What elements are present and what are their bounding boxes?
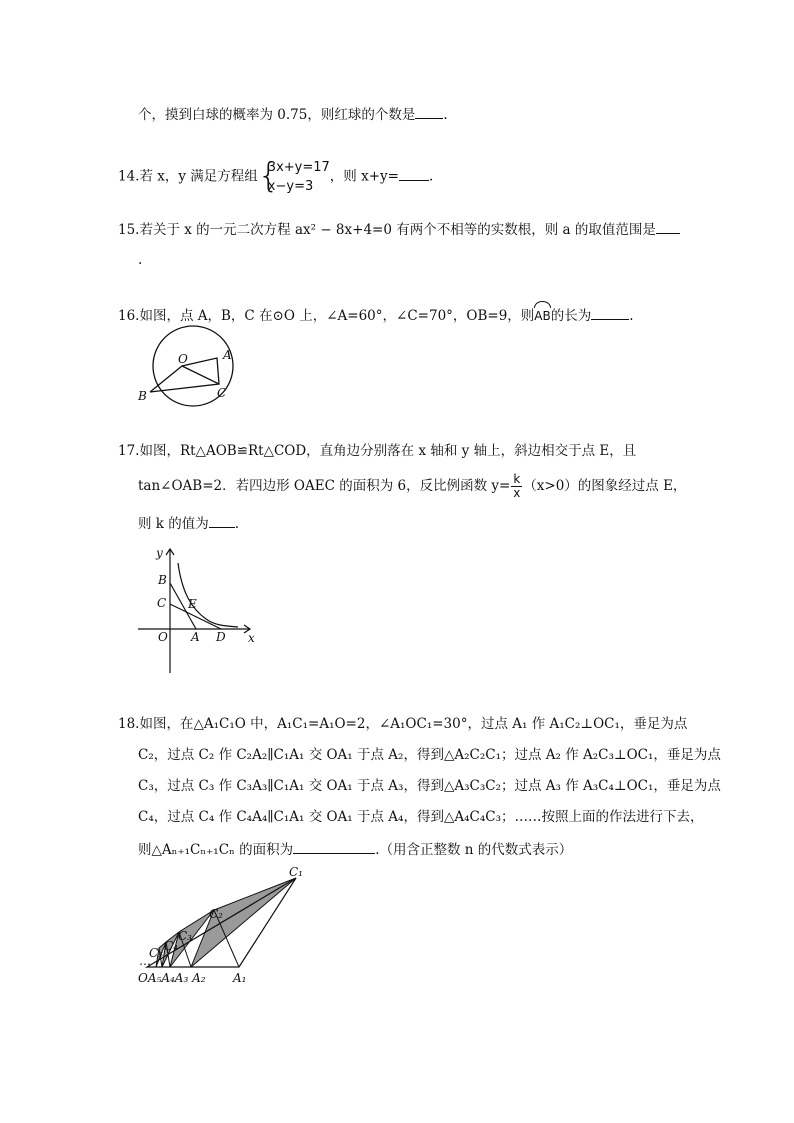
- q18-triangle-figure: [135, 862, 315, 987]
- q16-pre: 16.如图，点 A，B，C 在⊙O 上，∠A=60°，∠C=70°，OB=9，则: [118, 308, 535, 324]
- q18-label-dots: …: [139, 954, 151, 968]
- q14-end: .: [428, 168, 434, 185]
- q16-circle-figure: [135, 328, 245, 408]
- q17-line3: [138, 513, 239, 534]
- q16-label-c: C: [217, 386, 227, 400]
- q18-answer-blank[interactable]: [293, 839, 375, 854]
- q15-line2: .: [138, 252, 143, 268]
- q17-label-o: O: [158, 630, 168, 644]
- q17-line3-text: 则 k 的值为: [138, 516, 209, 532]
- q17-fraction: [511, 473, 522, 500]
- q18-label-a1: A₁: [233, 971, 247, 985]
- q17-coordinate-figure: [138, 545, 268, 675]
- q14-pre: 14.若 x，y 满足方程组: [118, 168, 258, 185]
- q16-arc-ab: AB: [534, 306, 550, 326]
- q18-label-c4: C₄: [164, 939, 178, 953]
- q18-label-bottom: OA₅A₄A₃ A₂: [138, 971, 206, 985]
- q18-label-c1: C₁: [289, 865, 303, 879]
- q18-line5: [138, 839, 572, 860]
- q17-line2-post: （x>0）的图象经过点 E，: [523, 478, 687, 494]
- q13-tail: [138, 104, 448, 125]
- q15-answer-blank[interactable]: [656, 219, 680, 234]
- q17-answer-blank[interactable]: [209, 513, 235, 528]
- q14-equation-system: { 3x+y=17 x−y=3: [257, 156, 330, 196]
- q17-label-c: C: [157, 596, 167, 610]
- q16-label-o: O: [178, 352, 188, 366]
- q18-label-c2: C₂: [209, 907, 223, 921]
- q18-label-c3: C₃: [178, 929, 192, 943]
- q14-answer-blank[interactable]: [399, 166, 429, 181]
- q17-line1: 17.如图，Rt△AOB≌Rt△COD，直角边分别落在 x 轴和 y 轴上，斜边相交于点 E，且: [118, 443, 637, 459]
- q14-post: ，则 x+y=: [329, 168, 399, 185]
- q16-post: 的长为: [550, 308, 592, 324]
- q18-line5-post: .（用含正整数 n 的代数式表示）: [375, 842, 573, 858]
- q17-label-a: A: [191, 630, 200, 644]
- q14-eq1: 3x+y=17: [267, 160, 330, 175]
- q17-line2: [138, 473, 686, 500]
- q13-answer-blank[interactable]: [415, 104, 443, 119]
- q18-line2: C₂，过点 C₂ 作 C₂A₂∥C₁A₁ 交 OA₁ 于点 A₂，得到△A₂C₂C₁；过点 A₂ 作 A₂C₃⊥OC₁，垂足为点: [138, 747, 721, 763]
- q14-eq2: x−y=3: [267, 179, 314, 194]
- q15: [118, 219, 680, 240]
- q16: [118, 305, 634, 326]
- q17-line2-pre: tan∠OAB=2．若四边形 OAEC 的面积为 6，反比例函数 y=: [138, 478, 511, 494]
- q16-end: .: [629, 308, 634, 324]
- q18-line1: 18.如图，在△A₁C₁O 中，A₁C₁=A₁O=2，∠A₁OC₁=30°，过点 A₁ 作 A₁C₂⊥OC₁，垂足为点: [118, 716, 688, 732]
- q18-line3: C₃，过点 C₃ 作 C₃A₃∥C₁A₁ 交 OA₁ 于点 A₃，得到△A₃C₃C₂；过点 A₃ 作 A₃C₄⊥OC₁，垂足为点: [138, 778, 721, 794]
- q16-label-a: A: [223, 348, 232, 362]
- q16-answer-blank[interactable]: [591, 305, 629, 320]
- q17-label-e: E: [188, 597, 197, 611]
- q13-end: .: [443, 107, 448, 123]
- q17-label-x: x: [248, 631, 255, 645]
- q14: [118, 158, 433, 196]
- q18-line4: C₄，过点 C₄ 作 C₄A₄∥C₁A₁ 交 OA₁ 于点 A₄，得到△A₄C₄C₃；……按照上面的作法进行下去，: [138, 809, 704, 825]
- q17-label-y: y: [156, 546, 163, 560]
- q13-text: 个，摸到白球的概率为 0.75，则红球的个数是: [138, 107, 416, 123]
- q17-frac-num: k: [513, 472, 521, 486]
- q18-line5-pre: 则△Aₙ₊₁Cₙ₊₁Cₙ 的面积为: [138, 842, 294, 858]
- q15-text: 15.若关于 x 的一元二次方程 ax² − 8x+4=0 有两个不相等的实数根，则 a 的取值范围是: [118, 222, 656, 238]
- q16-label-b: B: [138, 389, 147, 403]
- q17-label-b: B: [158, 573, 167, 587]
- q18-label-c5: C₅: [149, 946, 163, 960]
- q17-label-d: D: [216, 630, 226, 644]
- q17-frac-den: x: [513, 486, 521, 500]
- q17-end: .: [234, 516, 240, 532]
